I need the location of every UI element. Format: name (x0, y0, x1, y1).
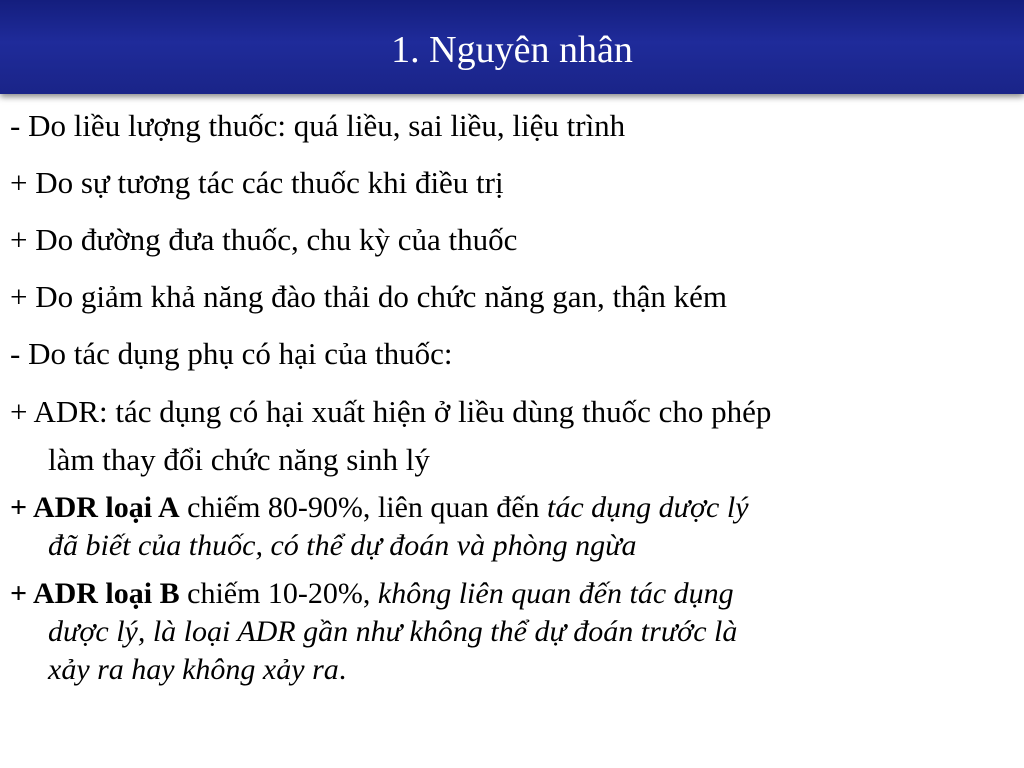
adr-a-text: chiếm 80-90%, liên quan đến (179, 491, 548, 524)
bullet-adr-definition-cont: làm thay đổi chức năng sinh lý (48, 442, 430, 477)
adr-a-label: + ADR loại A (10, 491, 180, 524)
bullet-dose: - Do liều lượng thuốc: quá liều, sai liều, liệu trình (10, 108, 626, 143)
adr-b-italic: không liên quan đến tác dụng (377, 577, 734, 610)
bullet-elimination: + Do giảm khả năng đào thải do chức năng gan, thận kém (10, 279, 727, 314)
bullet-adr-type-b-cont1 (48, 614, 737, 649)
bullet-adr-type-a-cont (48, 528, 636, 563)
adr-b-label: + ADR loại B (10, 577, 180, 610)
adr-a-italic: tác dụng dược lý (547, 491, 749, 524)
bullet-interaction: + Do sự tương tác các thuốc khi điều trị (10, 165, 504, 200)
bullet-side-effects: - Do tác dụng phụ có hại của thuốc: (10, 336, 453, 371)
slide-title: 1. Nguyên nhân (391, 29, 633, 71)
adr-b-text: chiếm 10-20%, (179, 577, 378, 610)
bullet-adr-definition: + ADR: tác dụng có hại xuất hiện ở liều dùng thuốc cho phép (10, 394, 772, 429)
bullet-adr-type-a (10, 490, 749, 525)
adr-b-italic-cont1: dược lý, là loại ADR gần như không thể dự đoán trước là (48, 615, 738, 648)
title-bar (0, 0, 1024, 94)
bullet-route: + Do đường đưa thuốc, chu kỳ của thuốc (10, 222, 518, 257)
adr-b-italic-cont2: xảy ra hay không xảy ra (48, 653, 339, 686)
adr-a-italic-cont: đã biết của thuốc, có thể dự đoán và phòng ngừa (48, 529, 637, 562)
bullet-adr-type-b-cont2 (48, 652, 346, 687)
adr-b-end: . (338, 653, 347, 686)
bullet-adr-type-b (10, 576, 734, 611)
